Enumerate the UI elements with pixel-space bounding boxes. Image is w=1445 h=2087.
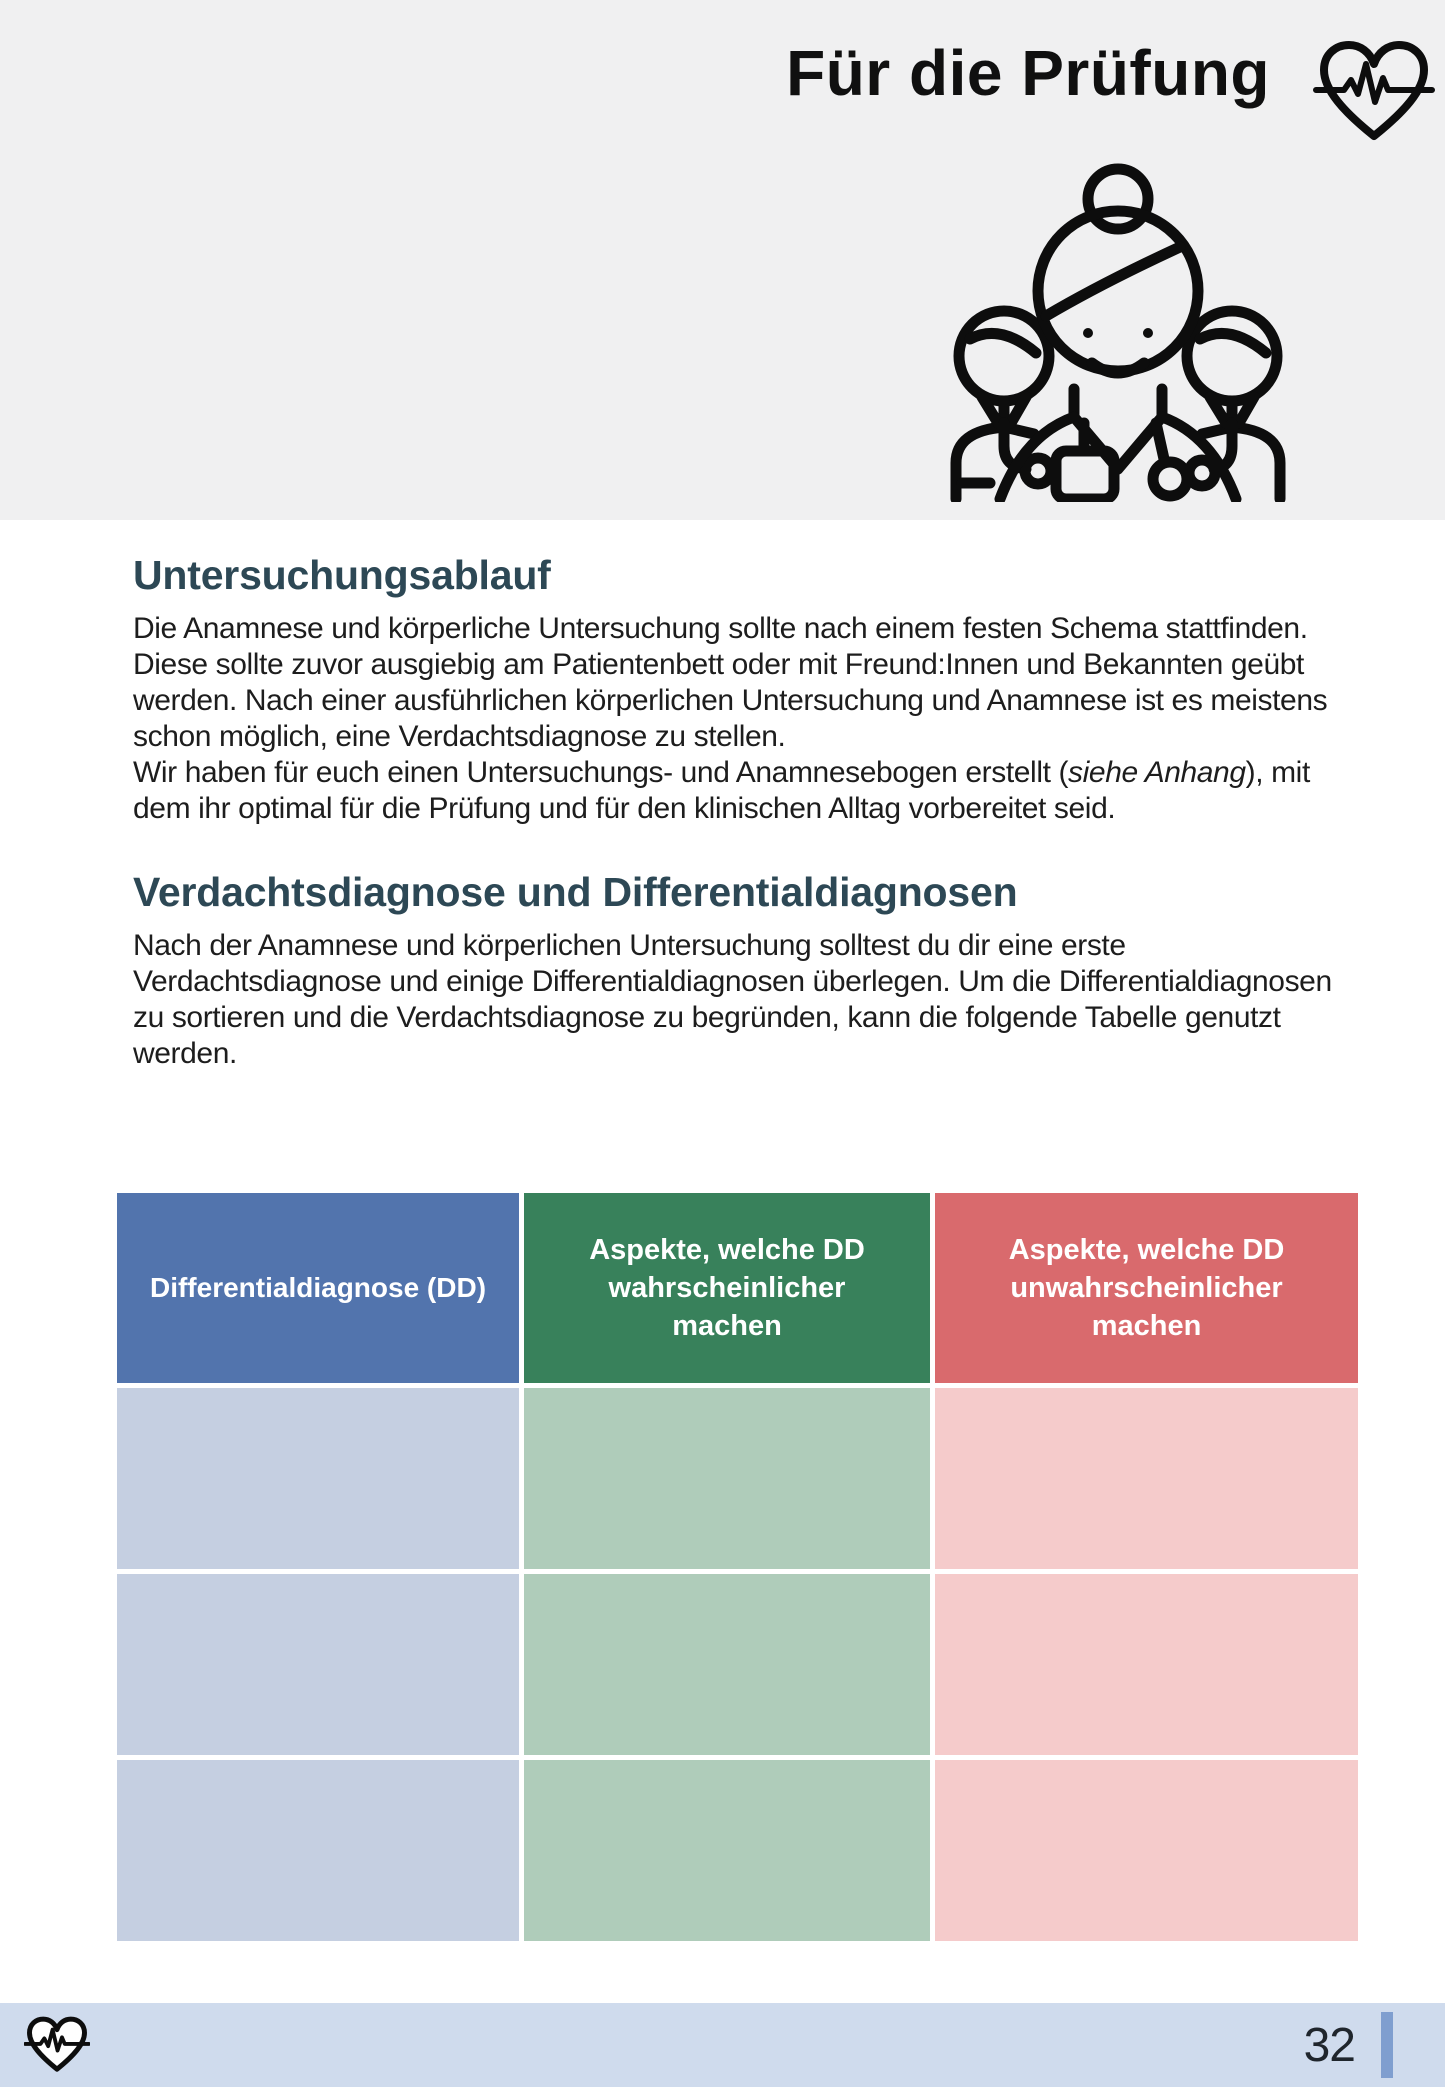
section-heading-verdachtsdiagnose: Verdachtsdiagnose und Differentialdiagnosen bbox=[133, 869, 1018, 915]
table-header-label: Aspekte, welche DD unwahrscheinlicher machen bbox=[1008, 1234, 1285, 1342]
table-cell-empty bbox=[935, 1388, 1358, 1569]
heart-pulse-icon bbox=[24, 2013, 90, 2077]
paragraph-segment: Wir haben für euch einen Untersuchungs- und Anamnesebogen erstellt ( bbox=[133, 756, 1069, 789]
table-cell-empty bbox=[524, 1388, 930, 1569]
table-header-label: Differentialdiagnose (DD) bbox=[149, 1272, 487, 1303]
table-cell-empty bbox=[117, 1760, 519, 1941]
medical-team-illustration bbox=[942, 150, 1294, 502]
section-heading-untersuchungsablauf: Untersuchungsablauf bbox=[133, 552, 551, 598]
table-header-unwahrscheinlicher bbox=[935, 1193, 1358, 1383]
footer-bar bbox=[0, 2003, 1445, 2087]
content-area bbox=[133, 552, 1365, 1072]
paragraph-untersuchungsablauf-2 bbox=[133, 755, 1365, 827]
table-header-label: Aspekte, welche DD wahrscheinlicher machen bbox=[589, 1234, 865, 1342]
footer-accent-bar bbox=[1381, 2012, 1393, 2078]
table-header-differentialdiagnose bbox=[117, 1193, 519, 1383]
heart-pulse-icon bbox=[1313, 40, 1435, 144]
header-band bbox=[0, 0, 1445, 520]
table-cell-empty bbox=[117, 1574, 519, 1755]
table-cell-empty bbox=[117, 1388, 519, 1569]
table-cell-empty bbox=[524, 1760, 930, 1941]
paragraph-segment: ), mit dem ihr optimal für die Prüfung und für den klinischen Alltag vorbereitet seid. bbox=[133, 756, 1310, 825]
table-header-wahrscheinlicher bbox=[524, 1193, 930, 1383]
paragraph-untersuchungsablauf-1: Die Anamnese und körperliche Untersuchung sollte nach einem festen Schema stattfinden. Diese sollte zuvor ausgiebig am Patientenbett oder mit Freund:Innen und Bekannten geübt werden. Nach einer ausführlichen körperlichen Untersuchung und Anamnese ist es meistens schon möglich, eine Verdachtsdiagnose zu stellen. bbox=[133, 612, 1328, 753]
paragraph-segment-italic: siehe Anhang bbox=[1068, 756, 1246, 789]
differential-diagnosis-table bbox=[117, 1193, 1358, 1941]
table-cell-empty bbox=[524, 1574, 930, 1755]
page-number: 32 bbox=[1303, 2019, 1355, 2072]
page-title: Für die Prüfung bbox=[786, 37, 1270, 109]
paragraph-verdachtsdiagnose: Nach der Anamnese und körperlichen Untersuchung solltest du dir eine erste Verdachtsdiagnose und einige Differentialdiagnosen überlegen. Um die Differentialdiagnosen zu sortieren und die Verdachtsdiagnose zu begründen, kann die folgende Tabelle genutzt werden. bbox=[133, 929, 1332, 1070]
table-cell-empty bbox=[935, 1574, 1358, 1755]
table-cell-empty bbox=[935, 1760, 1358, 1941]
